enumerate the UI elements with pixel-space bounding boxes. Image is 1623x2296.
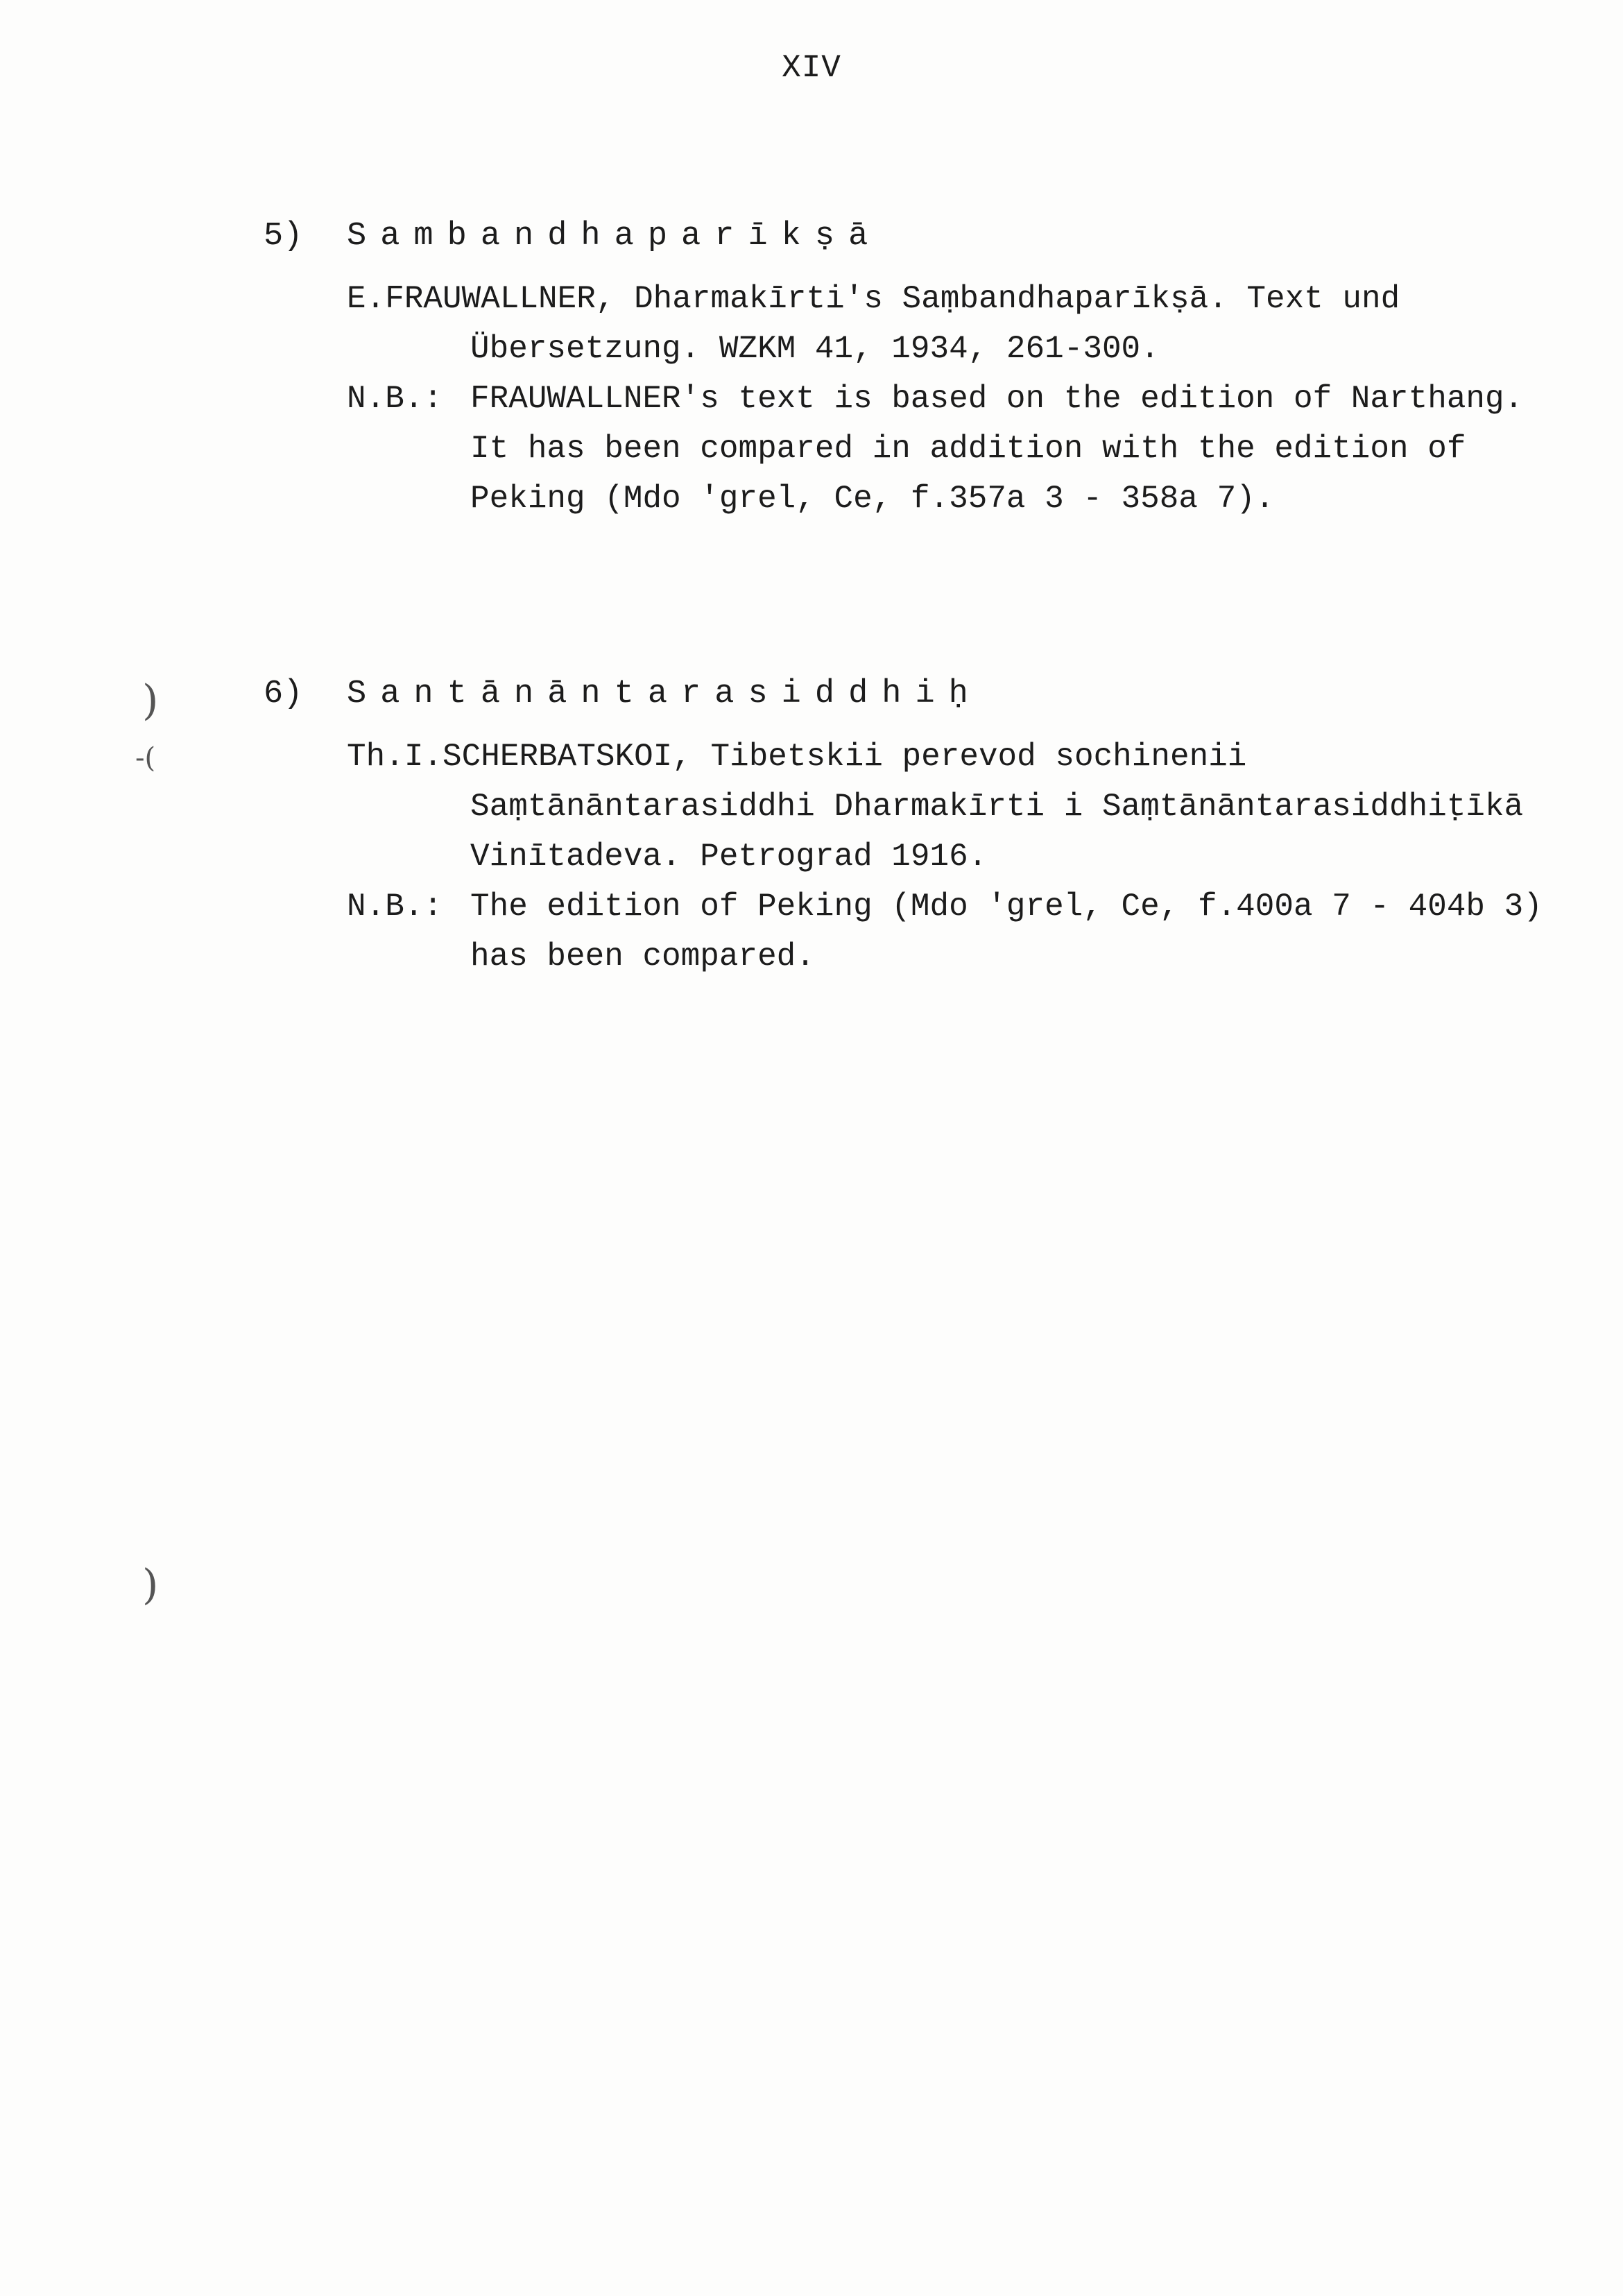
note — [347, 882, 1554, 982]
section-title: Sambandhaparīkṣā — [347, 218, 882, 255]
margin-mark: ) — [142, 676, 159, 725]
bibliographic-reference: Th.I.SCHERBATSKOI, Tibetskii perevod sochinenii Saṃtānāntarasiddhi Dharmakīrti i Saṃtānāntarasiddhiṭīkā Vinītadeva. Petrograd 1916. — [347, 739, 1524, 875]
margin-mark: -( — [135, 742, 156, 774]
section-title: Santānāntarasiddhiḥ — [347, 676, 982, 712]
section-number: 6) — [264, 676, 303, 712]
note-text: The edition of Peking (Mdo 'grel, Ce, f.400a 7 - 404b 3) has been compared. — [470, 889, 1543, 975]
section-number: 5) — [264, 218, 303, 255]
section-sambandhapariksa — [264, 212, 1554, 524]
note-text: FRAUWALLNER's text is based on the edition of Narthang. It has been compared in addition with the edition of Peking (Mdo 'grel, Ce, f.357a 3 - 358a 7). — [470, 381, 1524, 517]
section-santanantarasiddhi — [264, 669, 1554, 982]
section-heading — [264, 669, 1554, 719]
note-label: N.B.: — [347, 889, 443, 925]
note-label: N.B.: — [347, 381, 443, 417]
page-number: XIV — [782, 50, 841, 86]
note — [347, 374, 1554, 524]
section-heading — [264, 212, 1554, 262]
margin-mark: ) — [142, 1561, 159, 1609]
bibliographic-reference: E.FRAUWALLNER, Dharmakīrti's Saṃbandhaparīkṣā. Text und Übersetzung. WZKM 41, 1934, 261-300. — [347, 281, 1400, 367]
